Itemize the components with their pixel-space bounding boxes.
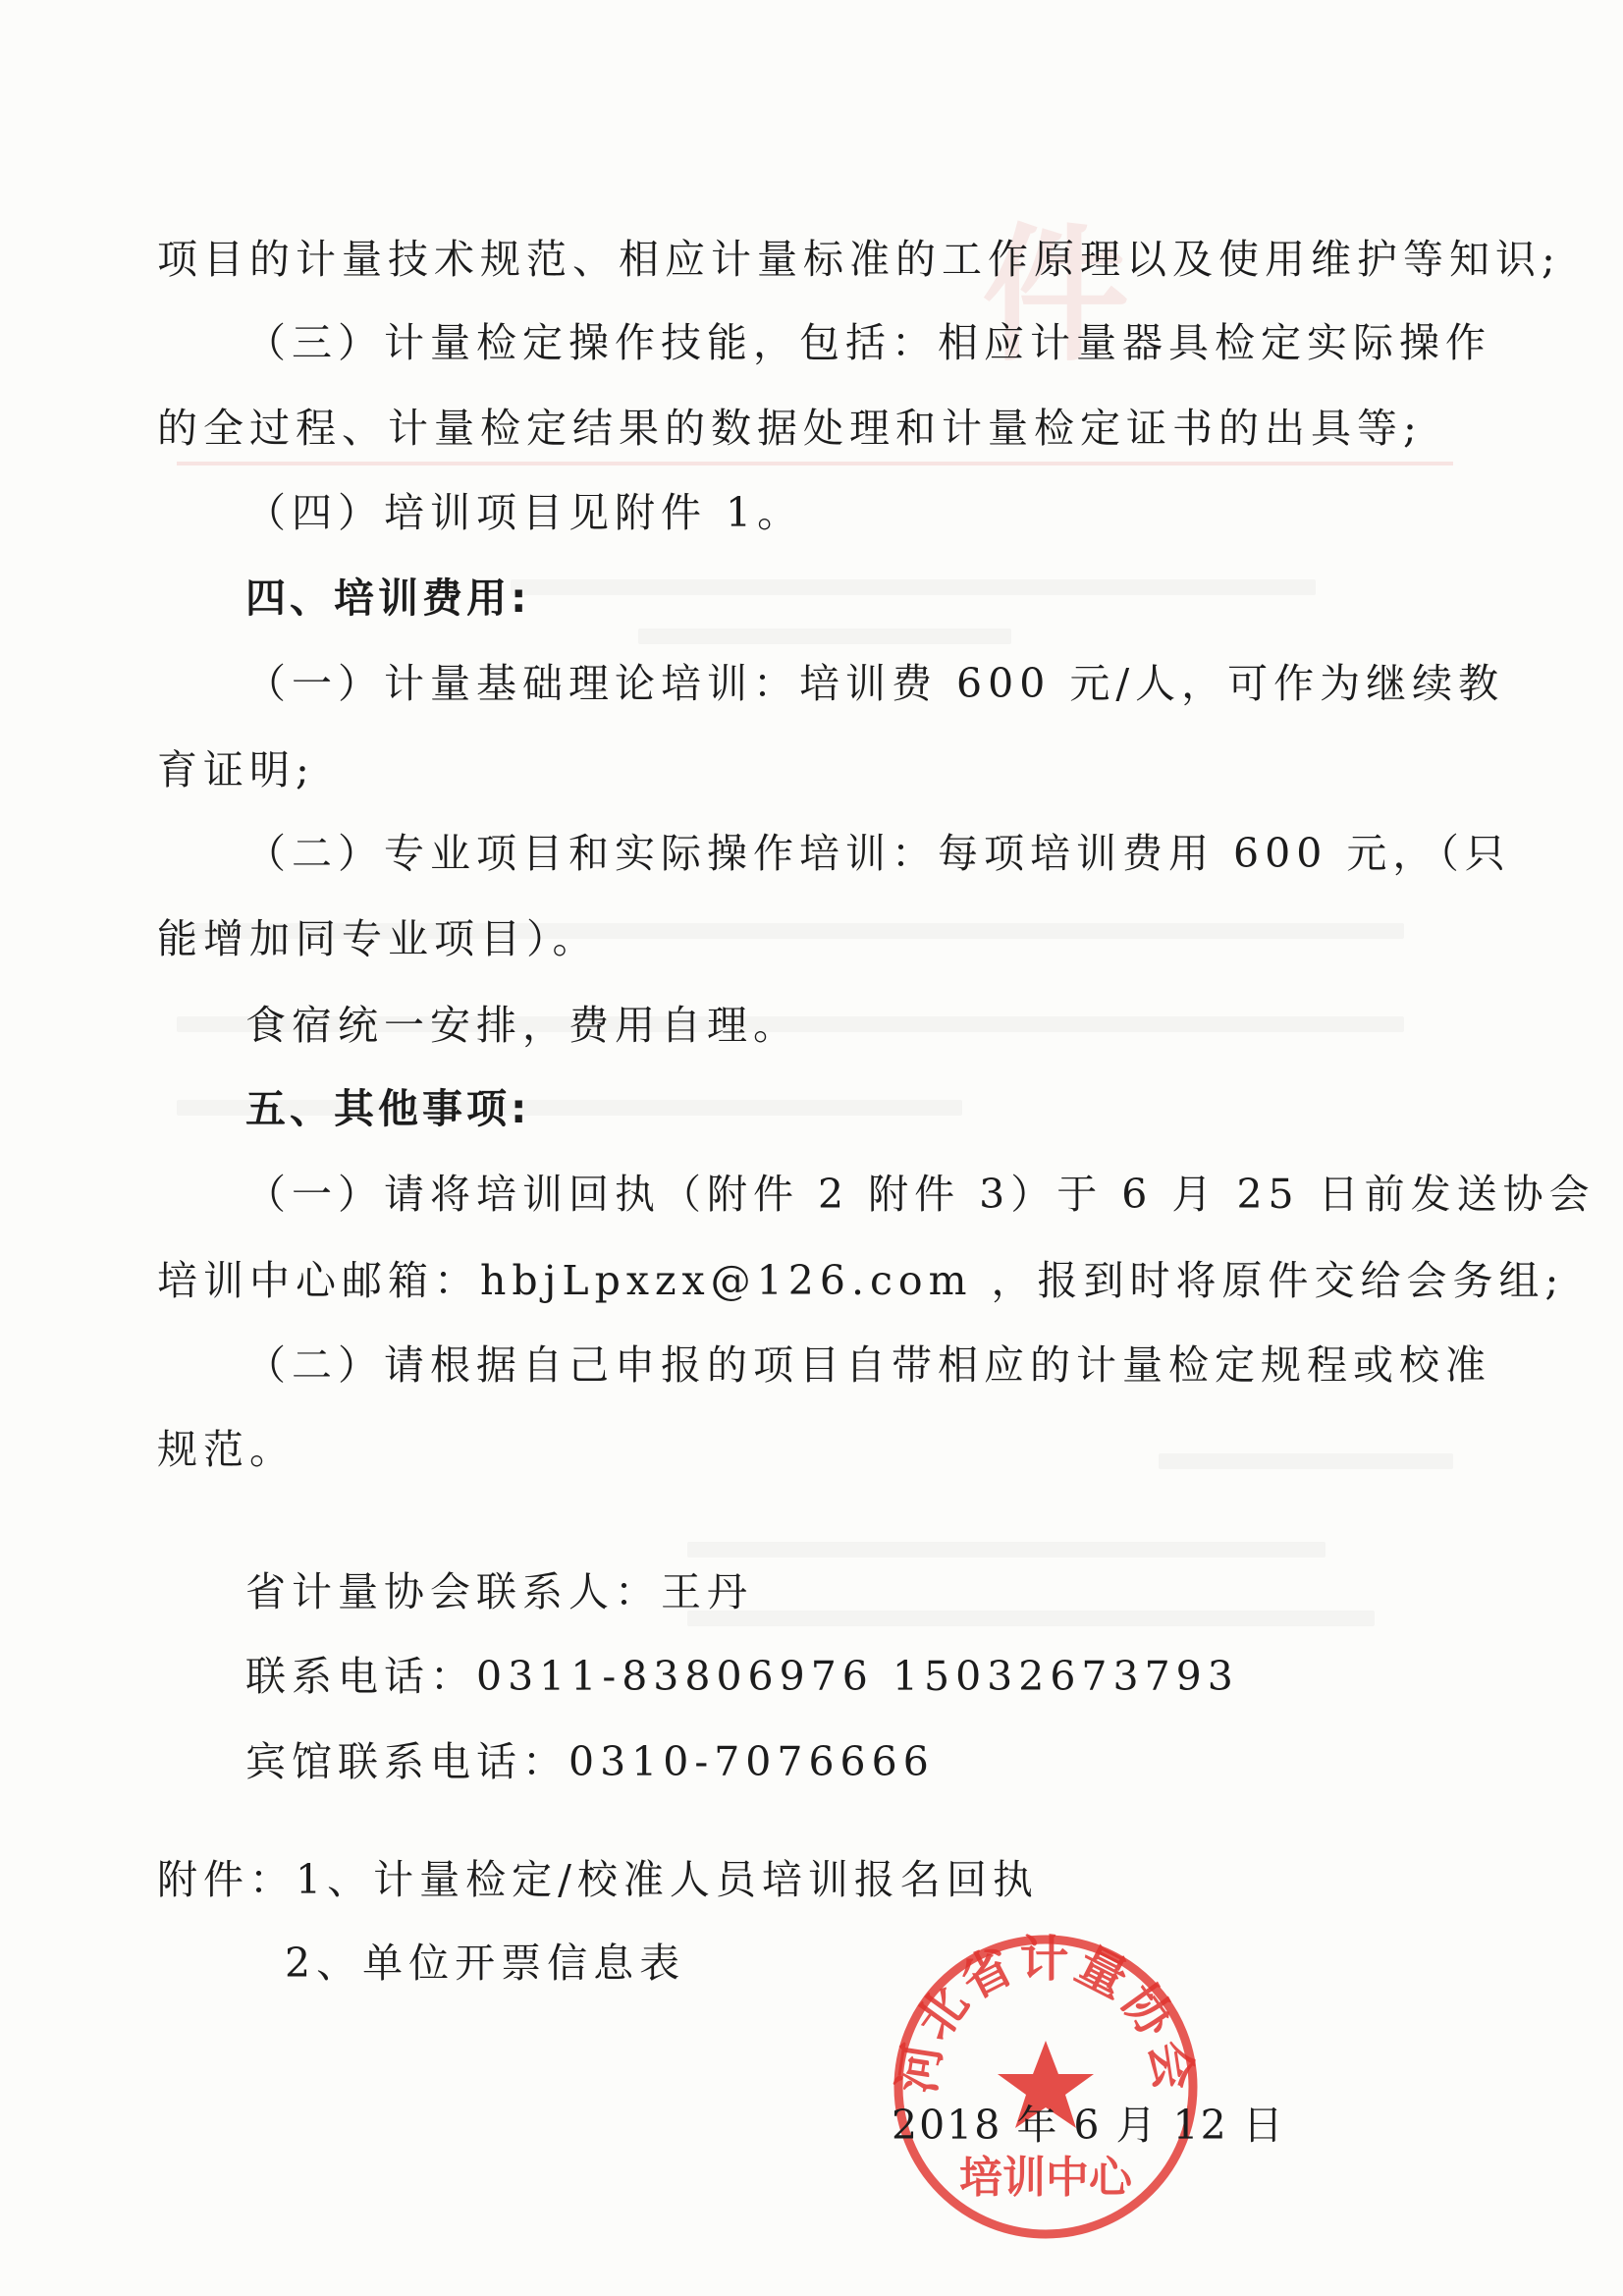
ghost-line bbox=[687, 1611, 1375, 1626]
body-line: 项目的计量技术规范、相应计量标准的工作原理以及使用维护等知识; bbox=[157, 236, 1561, 283]
hotel-phone: 宾馆联系电话：0310-7076666 bbox=[245, 1738, 935, 1785]
attachment-item-1: 附件：1、计量检定/校准人员培训报名回执 bbox=[157, 1856, 1039, 1903]
section-heading-other: 五、其他事项: bbox=[245, 1085, 531, 1132]
official-seal-stamp bbox=[884, 1925, 1208, 2249]
ghost-line bbox=[511, 579, 1316, 595]
seal-arc-text: 河北省计量协会 bbox=[888, 1930, 1204, 2098]
document-date: 2018 年 6 月 12 日 bbox=[892, 2102, 1285, 2149]
body-line: 育证明; bbox=[157, 746, 315, 793]
contact-person: 省计量协会联系人：王丹 bbox=[245, 1568, 753, 1615]
body-line: 食宿统一安排，费用自理。 bbox=[245, 1002, 799, 1049]
ghost-line bbox=[1159, 1453, 1453, 1469]
letterhead-rule-bleed bbox=[177, 462, 1453, 465]
body-line: （四）培训项目见附件 1。 bbox=[245, 489, 804, 536]
body-line: （二）专业项目和实际操作培训：每项培训费用 600 元，（只 bbox=[245, 830, 1511, 877]
body-line: 的全过程、计量检定结果的数据处理和计量检定证书的出具等; bbox=[157, 405, 1423, 452]
attachment-item-2: 2、单位开票信息表 bbox=[285, 1940, 686, 1987]
body-line: 规范。 bbox=[157, 1426, 296, 1473]
ghost-line bbox=[687, 1542, 1325, 1558]
body-line: （二）请根据自己申报的项目自带相应的计量检定规程或校准 bbox=[245, 1341, 1491, 1389]
body-line: （一）请将培训回执（附件 2 附件 3）于 6 月 25 日前发送协会 bbox=[245, 1171, 1596, 1218]
body-line: 培训中心邮箱：hbjLpxzx@126.com ，报到时将原件交给会务组; bbox=[157, 1257, 1565, 1304]
body-line: （三）计量检定操作技能，包括：相应计量器具检定实际操作 bbox=[245, 319, 1491, 366]
seal-center-text: 培训中心 bbox=[959, 2153, 1132, 2203]
ghost-line bbox=[638, 629, 1011, 644]
letterhead-bleed-through: 件 bbox=[982, 209, 1160, 382]
section-heading-fees: 四、培训费用: bbox=[245, 574, 531, 622]
body-line: 能增加同专业项目）。 bbox=[157, 915, 599, 962]
body-line: （一）计量基础理论培训：培训费 600 元/人，可作为继续教 bbox=[245, 660, 1505, 707]
contact-phone: 联系电话：0311-83806976 15032673793 bbox=[245, 1653, 1239, 1700]
